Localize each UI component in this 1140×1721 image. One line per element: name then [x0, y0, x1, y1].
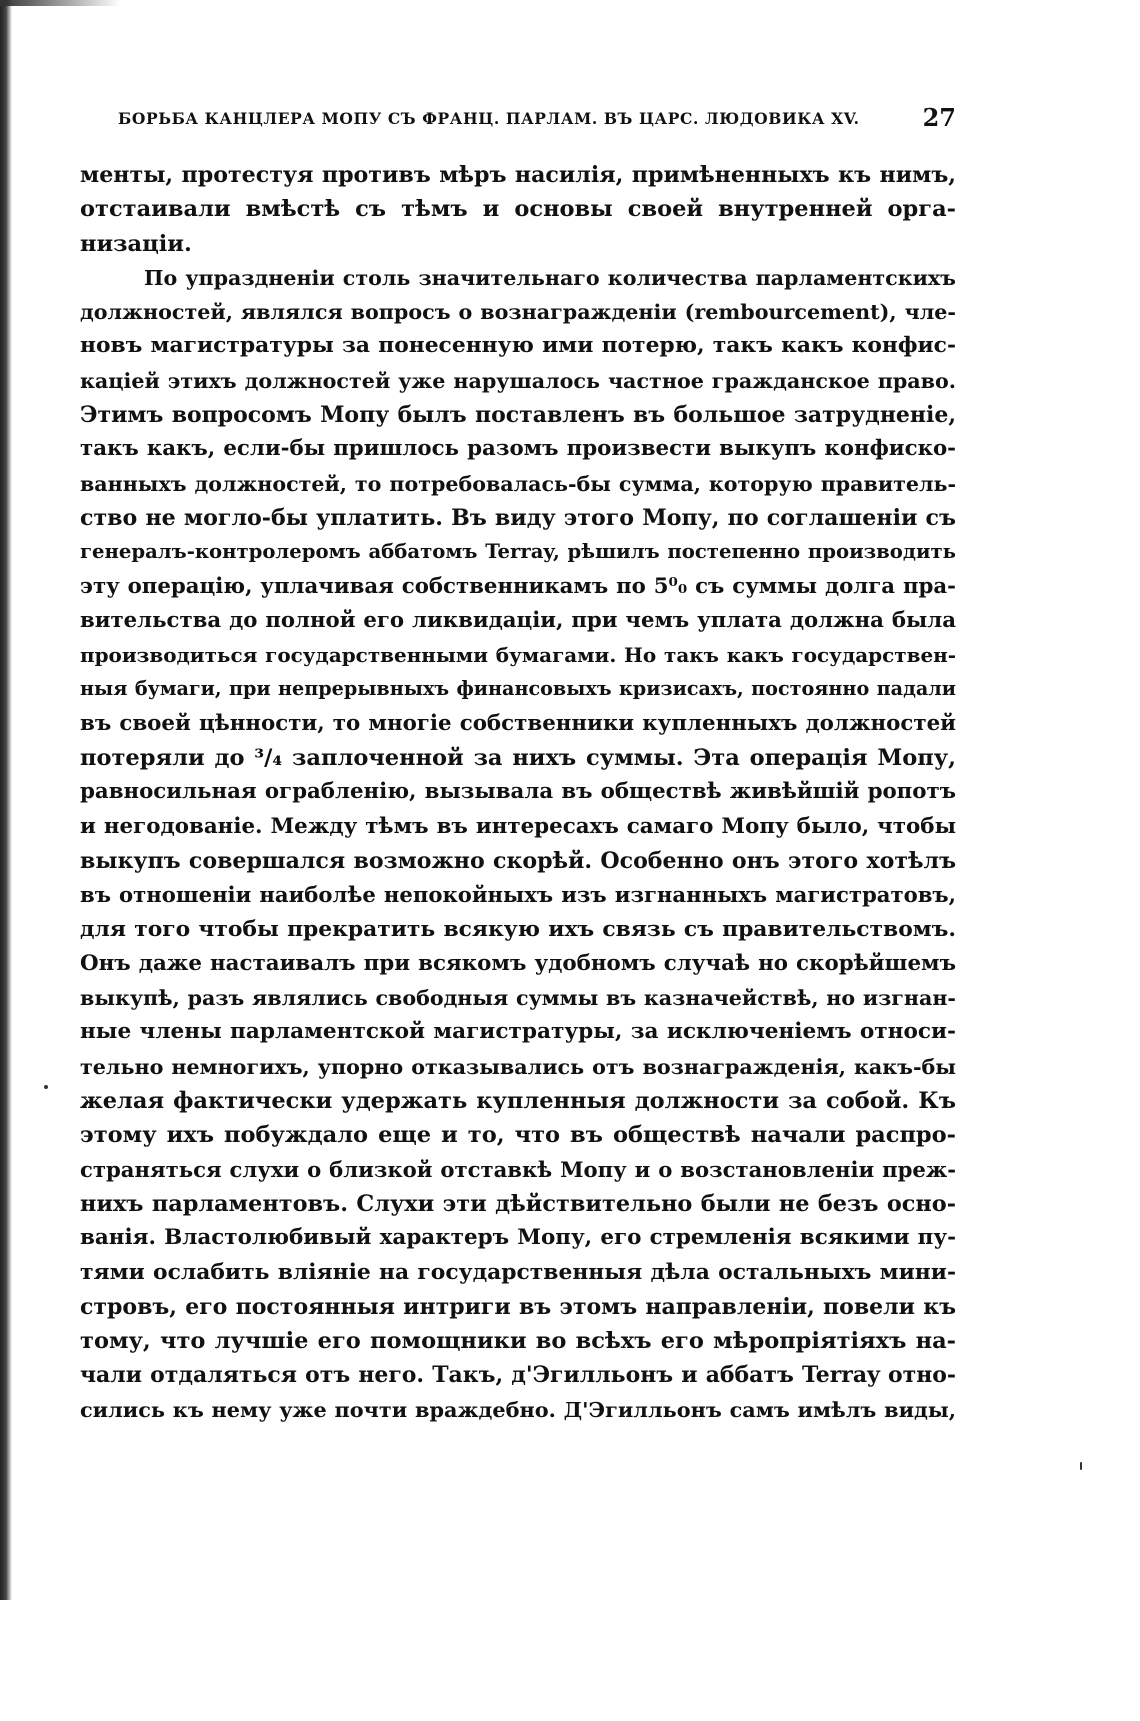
- scan-speck: [1080, 1462, 1082, 1470]
- text-line: ство не могло-бы уплатить. Въ виду этого Мопу, по соглашеніи съ: [80, 504, 956, 531]
- text-line: въ отношеніи наиболѣе непокойныхъ изъ изгнанныхъ магистратовъ,: [80, 882, 956, 908]
- text-line: тому, что лучшіе его помощники во всѣхъ его мѣропріятіяхъ на-: [80, 1328, 956, 1355]
- text-line: выкупѣ, разъ являлись свободныя суммы въ казначействѣ, но изгнан-: [80, 986, 956, 1011]
- text-line: должностей, являлся вопросъ о вознагражденіи (rembourcement), чле-: [80, 300, 956, 325]
- text-line: ванія. Властолюбивый характеръ Мопу, его стремленія всякими пу-: [80, 1225, 956, 1251]
- text-line: производиться государственными бумагами. Но такъ какъ государствен-: [80, 643, 956, 668]
- text-line: потеряли до ³/₄ заплоченной за нихъ суммы. Эта операція Мопу,: [80, 745, 956, 772]
- text-line: новъ магистратуры за понесенную ими потерю, такъ какъ конфис-: [80, 333, 956, 359]
- text-line: чали отдаляться отъ него. Такъ, д'Эгилльонъ и аббатъ Terray отно-: [80, 1362, 956, 1389]
- text-line: нихъ парламентовъ. Слухи эти дѣйствительно были не безъ осно-: [80, 1190, 956, 1217]
- text-line: Этимъ вопросомъ Мопу былъ поставленъ въ большое затрудненіе,: [80, 402, 956, 429]
- page-header: [118, 103, 956, 137]
- text-line: такъ какъ, если-бы пришлось разомъ произвести выкупъ конфиско-: [80, 436, 956, 462]
- text-line: генералъ-контролеромъ аббатомъ Terray, рѣшилъ постепенно производить: [80, 540, 956, 564]
- text-line: страняться слухи о близкой отставкѣ Мопу и о возстановленіи преж-: [80, 1156, 956, 1182]
- scan-speck: [44, 1085, 48, 1089]
- text-line: желая фактически удержать купленныя должности за собой. Къ: [80, 1088, 956, 1115]
- text-line: ванныхъ должностей, то потребовалась-бы сумма, которую правитель-: [80, 471, 956, 496]
- text-line: тями ослабить вліяніе на государственныя дѣла остальныхъ мини-: [80, 1259, 956, 1285]
- text-line: отстаивали вмѣстѣ съ тѣмъ и основы своей внутренней орга-: [80, 196, 956, 223]
- text-line: вительства до полной его ликвидаціи, при чемъ уплата должна была: [80, 607, 956, 633]
- text-line: и негодованіе. Между тѣмъ въ интересахъ самаго Мопу было, чтобы: [80, 813, 956, 839]
- body-text: [80, 158, 956, 1427]
- text-line: менты, протестуя противъ мѣръ насилія, примѣненныхъ къ нимъ,: [80, 162, 956, 188]
- text-line: сились къ нему уже почти враждебно. Д'Эгилльонъ самъ имѣлъ виды,: [80, 1396, 956, 1422]
- running-head: БОРЬБА КАНЦЛЕРА МОПУ СЪ ФРАНЦ. ПАРЛАМ. ВЪ ЦАРС. ЛЮДОВИКА XV.: [118, 109, 860, 128]
- text-line: равносильная ограбленію, вызывала въ обществѣ живѣйшій ропотъ: [80, 779, 956, 805]
- text-line: ныя бумаги, при непрерывныхъ финансовыхъ кризисахъ, постоянно падали: [80, 677, 956, 701]
- text-line: для того чтобы прекратить всякую ихъ связь съ правительствомъ.: [80, 916, 956, 942]
- text-line: въ своей цѣнности, то многіе собственники купленныхъ должностей: [80, 710, 956, 736]
- text-line: эту операцію, уплачивая собственникамъ по 5⁰₀ съ суммы долга пра-: [80, 573, 956, 599]
- text-line: выкупъ совершался возможно скорѣй. Особенно онъ этого хотѣлъ: [80, 847, 956, 874]
- text-line: этому ихъ побуждало еще и то, что въ обществѣ начали распро-: [80, 1122, 956, 1149]
- text-line: Онъ даже настаивалъ при всякомъ удобномъ случаѣ но скорѣйшемъ: [80, 950, 956, 976]
- paragraph-first-line: По упраздненіи столь значительнаго количества парламентскихъ: [144, 265, 956, 290]
- scan-binding-edge: [0, 0, 12, 1600]
- scan-top-edge: [0, 0, 120, 6]
- page-number: 27: [922, 103, 956, 132]
- text-line: тельно немногихъ, упорно отказывались отъ вознагражденія, какъ-бы: [80, 1054, 956, 1079]
- text-line: низаціи.: [80, 230, 192, 257]
- text-line: стровъ, его постоянныя интриги въ этомъ направленіи, повели къ: [80, 1293, 956, 1320]
- text-line: ные члены парламентской магистратуры, за исключеніемъ относи-: [80, 1019, 956, 1045]
- text-line: каціей этихъ должностей уже нарушалось частное гражданское право.: [80, 368, 956, 393]
